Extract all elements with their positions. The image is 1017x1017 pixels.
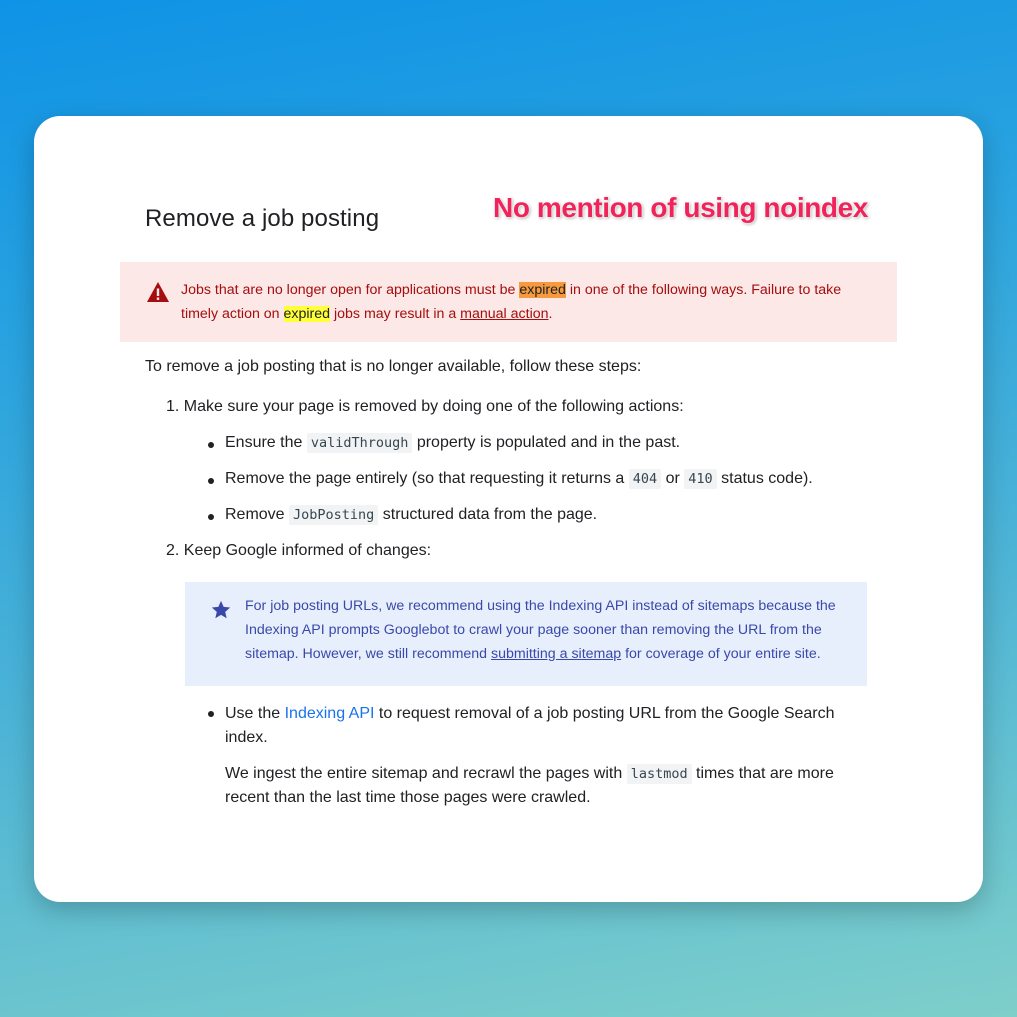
list-item [225,470,813,488]
warning-text-part: . [548,306,553,322]
list-item [225,702,845,750]
list-item-text: structured data from the page. [378,506,598,523]
sitemap-paragraph [225,762,855,810]
code-lastmod: lastmod [627,764,692,784]
bullet-dot [208,442,214,448]
warning-text-part: jobs may result in a [330,306,461,322]
list-item-text: Remove [225,506,290,523]
list-item-text: property is populated and in the past. [412,434,681,451]
warning-text [181,278,861,326]
intro-paragraph: To remove a job posting that is no longer available, follow these steps: [145,358,642,375]
expired-highlight: expired [283,306,331,322]
manual-action-link[interactable]: manual action [460,306,549,322]
annotation-callout: No mention of using noindex [493,192,868,223]
step-text: Keep Google informed of changes: [183,542,432,559]
code-410: 410 [684,469,716,489]
list-item-text: Ensure the [225,434,307,451]
note-text-part: For job posting URLs, we recommend using the Indexing API instead of sitemaps because the Indexing API prompts Googlebot to crawl your page sooner than removing the URL from the sitemap. However, we still recommend [245,598,836,662]
note-text-part: for coverage of your entire site. [621,646,821,662]
list-item-text: Remove the page entirely (so that requesting it returns a [225,470,629,487]
warning-box [120,262,897,342]
submitting-sitemap-link[interactable]: submitting a sitemap [491,646,622,662]
warning-text-part: in one of the following ways. Failure to take timely action on [181,282,842,322]
bullet-dot [208,478,214,484]
warning-triangle-icon [146,281,170,303]
list-item [225,506,597,524]
code-valid-through: validThrough [307,433,413,453]
indexing-api-link[interactable]: Indexing API [284,705,375,722]
list-item-text: status code). [716,470,813,487]
note-text [245,594,845,666]
step-1 [166,398,684,416]
code-jobposting: JobPosting [289,505,378,525]
list-item-text: Use the [225,705,285,722]
content-card [34,116,983,902]
paragraph-text: times that are more recent than the last time those pages were crawled. [225,765,834,806]
paragraph-text: We ingest the entire sitemap and recrawl the pages with [225,765,627,782]
expired-highlight: expired [519,282,566,298]
step-number: 1. [166,398,180,415]
page-title: Remove a job posting [145,205,380,232]
list-item-text: or [661,470,685,487]
bullet-dot [208,711,214,717]
list-item-text: to request removal of a job posting URL from the Google Search index. [225,705,835,746]
step-text: Make sure your page is removed by doing one of the following actions: [183,398,684,415]
code-404: 404 [629,469,661,489]
note-box [185,582,867,686]
star-icon [210,599,232,621]
list-item [225,434,680,452]
step-2 [166,542,431,560]
step-number: 2. [166,542,180,559]
bullet-dot [208,514,214,520]
warning-text-part: Jobs that are no longer open for applications must be [181,282,520,298]
